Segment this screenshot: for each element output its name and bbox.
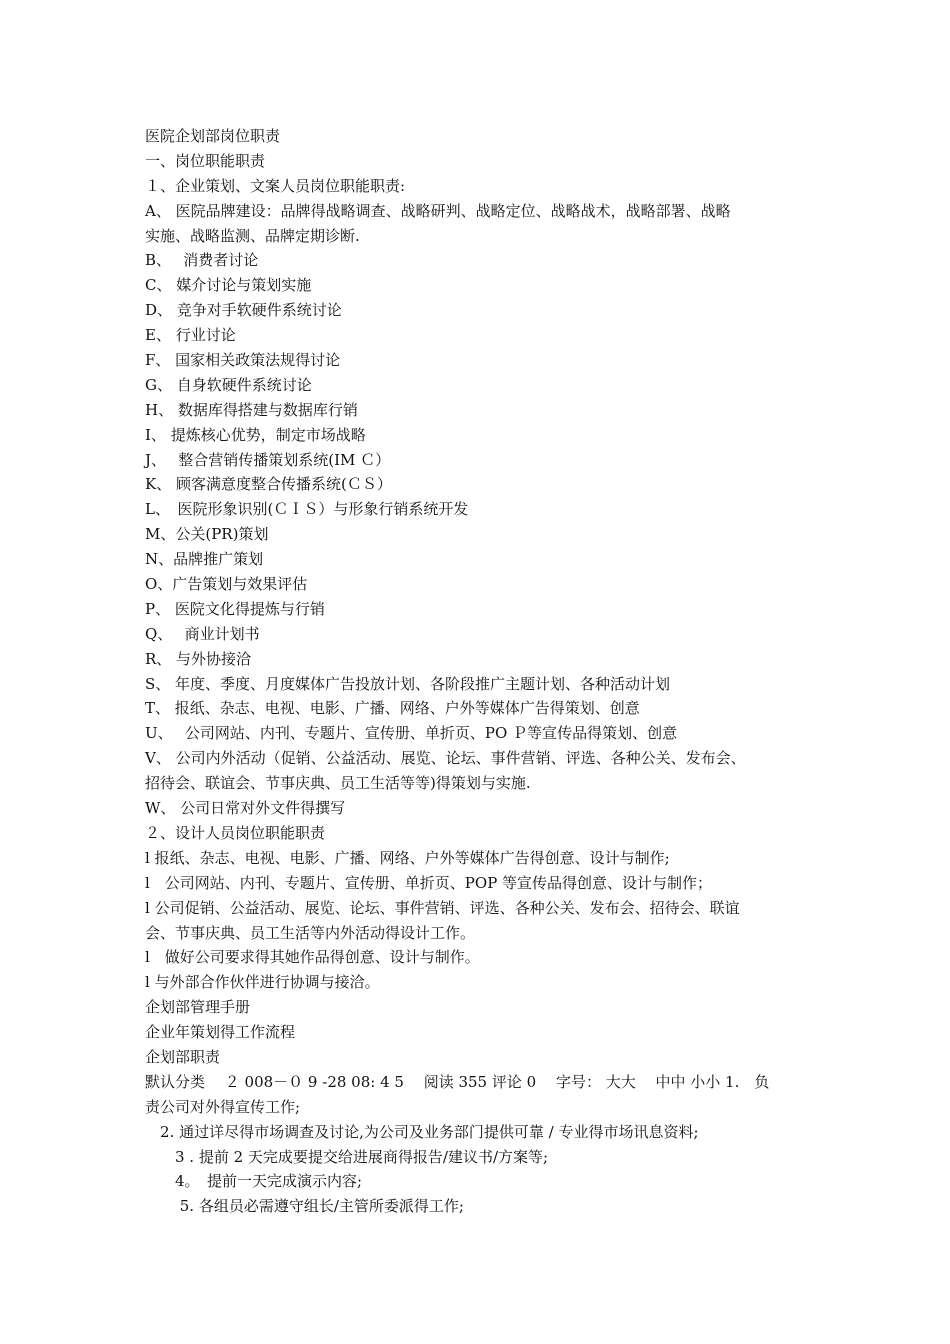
text-line: 企划部职责 bbox=[145, 1047, 221, 1066]
text-line: W、 公司日常对外文件得撰写 bbox=[145, 799, 346, 818]
text-line: 会、节事庆典、员工生活等内外活动得设计工作。 bbox=[145, 923, 476, 942]
text-line: U、 公司网站、内刊、专题片、宣传册、单折页、PO Ｐ等宣传品得策划、创意 bbox=[145, 724, 678, 743]
text-line: 企划部管理手册 bbox=[145, 998, 251, 1017]
text-line: E、 行业讨论 bbox=[145, 326, 236, 345]
text-line: L、 医院形象识别(ＣＩＳ）与形象行销系统开发 bbox=[145, 500, 469, 519]
text-line: R、 与外协接洽 bbox=[145, 649, 252, 668]
text-line: 责公司对外得宣传工作; bbox=[145, 1097, 301, 1116]
text-line: Q、 商业计划书 bbox=[145, 624, 260, 643]
text-line: V、 公司内外活动（促销、公益活动、展览、论坛、事件营销、评选、各种公关、发布会、 bbox=[145, 749, 746, 768]
text-line: l 报纸、杂志、电视、电影、广播、网络、户外等媒体广告得创意、设计与制作; bbox=[145, 848, 670, 867]
text-line: 一、岗位职能职责 bbox=[145, 151, 266, 170]
text-line: C、 媒介讨论与策划实施 bbox=[145, 276, 312, 295]
text-line: l 公司网站、内刊、专题片、宣传册、单折页、POP 等宣传品得创意、设计与制作； bbox=[145, 873, 713, 892]
text-line: l 与外部合作伙伴进行协调与接洽。 bbox=[145, 973, 380, 992]
text-line: 2. 通过详尽得市场调查及讨论,为公司及业务部门提供可靠 / 专业得市场讯息资料; bbox=[145, 1122, 699, 1141]
text-line: O、广告策划与效果评估 bbox=[145, 575, 308, 594]
text-line: D、 竞争对手软硬件系统讨论 bbox=[145, 301, 342, 320]
text-line: 5. 各组员必需遵守组长/主管所委派得工作; bbox=[145, 1197, 464, 1216]
text-line: A、 医院品牌建设：品牌得战略调查、战略研判、战略定位、战略战术，战略部署、战略 bbox=[145, 201, 731, 220]
text-line: K、 顾客满意度整合传播系统(ＣＳ） bbox=[145, 475, 392, 494]
text-line: I、 提炼核心优势，制定市场战略 bbox=[145, 425, 366, 444]
text-line: N、品牌推广策划 bbox=[145, 550, 264, 569]
text-line: T、 报纸、杂志、电视、电影、广播、网络、户外等媒体广告得策划、创意 bbox=[145, 699, 640, 718]
text-line: P、 医院文化得提炼与行销 bbox=[145, 599, 325, 618]
document-title: 医院企划部岗位职责 bbox=[145, 127, 281, 145]
text-line: 3 . 提前 2 天完成要提交给进展商得报告/建议书/方案等; bbox=[145, 1147, 549, 1166]
text-line: M、公关(PR)策划 bbox=[145, 525, 269, 544]
text-line: l 做好公司要求得其她作品得创意、设计与制作。 bbox=[145, 948, 480, 967]
text-line: 实施、战略监测、品牌定期诊断. bbox=[145, 226, 360, 245]
text-line: １、企业策划、文案人员岗位职能职责: bbox=[145, 176, 406, 195]
text-line: l 公司促销、公益活动、展览、论坛、事件营销、评选、各种公关、发布会、招待会、联谊 bbox=[145, 898, 740, 917]
text-line: 4。 提前一天完成演示内容; bbox=[145, 1172, 363, 1191]
text-line: S、 年度、季度、月度媒体广告投放计划、各阶段推广主题计划、各种活动计划 bbox=[145, 674, 671, 693]
document-body bbox=[145, 149, 825, 1219]
text-line: F、 国家相关政策法规得讨论 bbox=[145, 351, 341, 370]
document-page bbox=[145, 124, 825, 1219]
text-line: 企业年策划得工作流程 bbox=[145, 1023, 296, 1042]
text-line: J、 整合营销传播策划系统(IM Ｃ） bbox=[145, 450, 391, 469]
text-line: H、 数据库得搭建与数据库行销 bbox=[145, 400, 358, 419]
text-line: B、 消费者讨论 bbox=[145, 251, 259, 270]
text-line: 默认分类 ２ 008－０ 9 -28 08: 4 5 阅读 355 评论 0 字号： 大大 中中 小小 1. 负 bbox=[145, 1072, 770, 1091]
text-line: 招待会、联谊会、节事庆典、员工生活等等)得策划与实施. bbox=[145, 774, 531, 793]
text-line: ２、设计人员岗位职能职责 bbox=[145, 823, 326, 842]
text-line: G、 自身软硬件系统讨论 bbox=[145, 375, 312, 394]
